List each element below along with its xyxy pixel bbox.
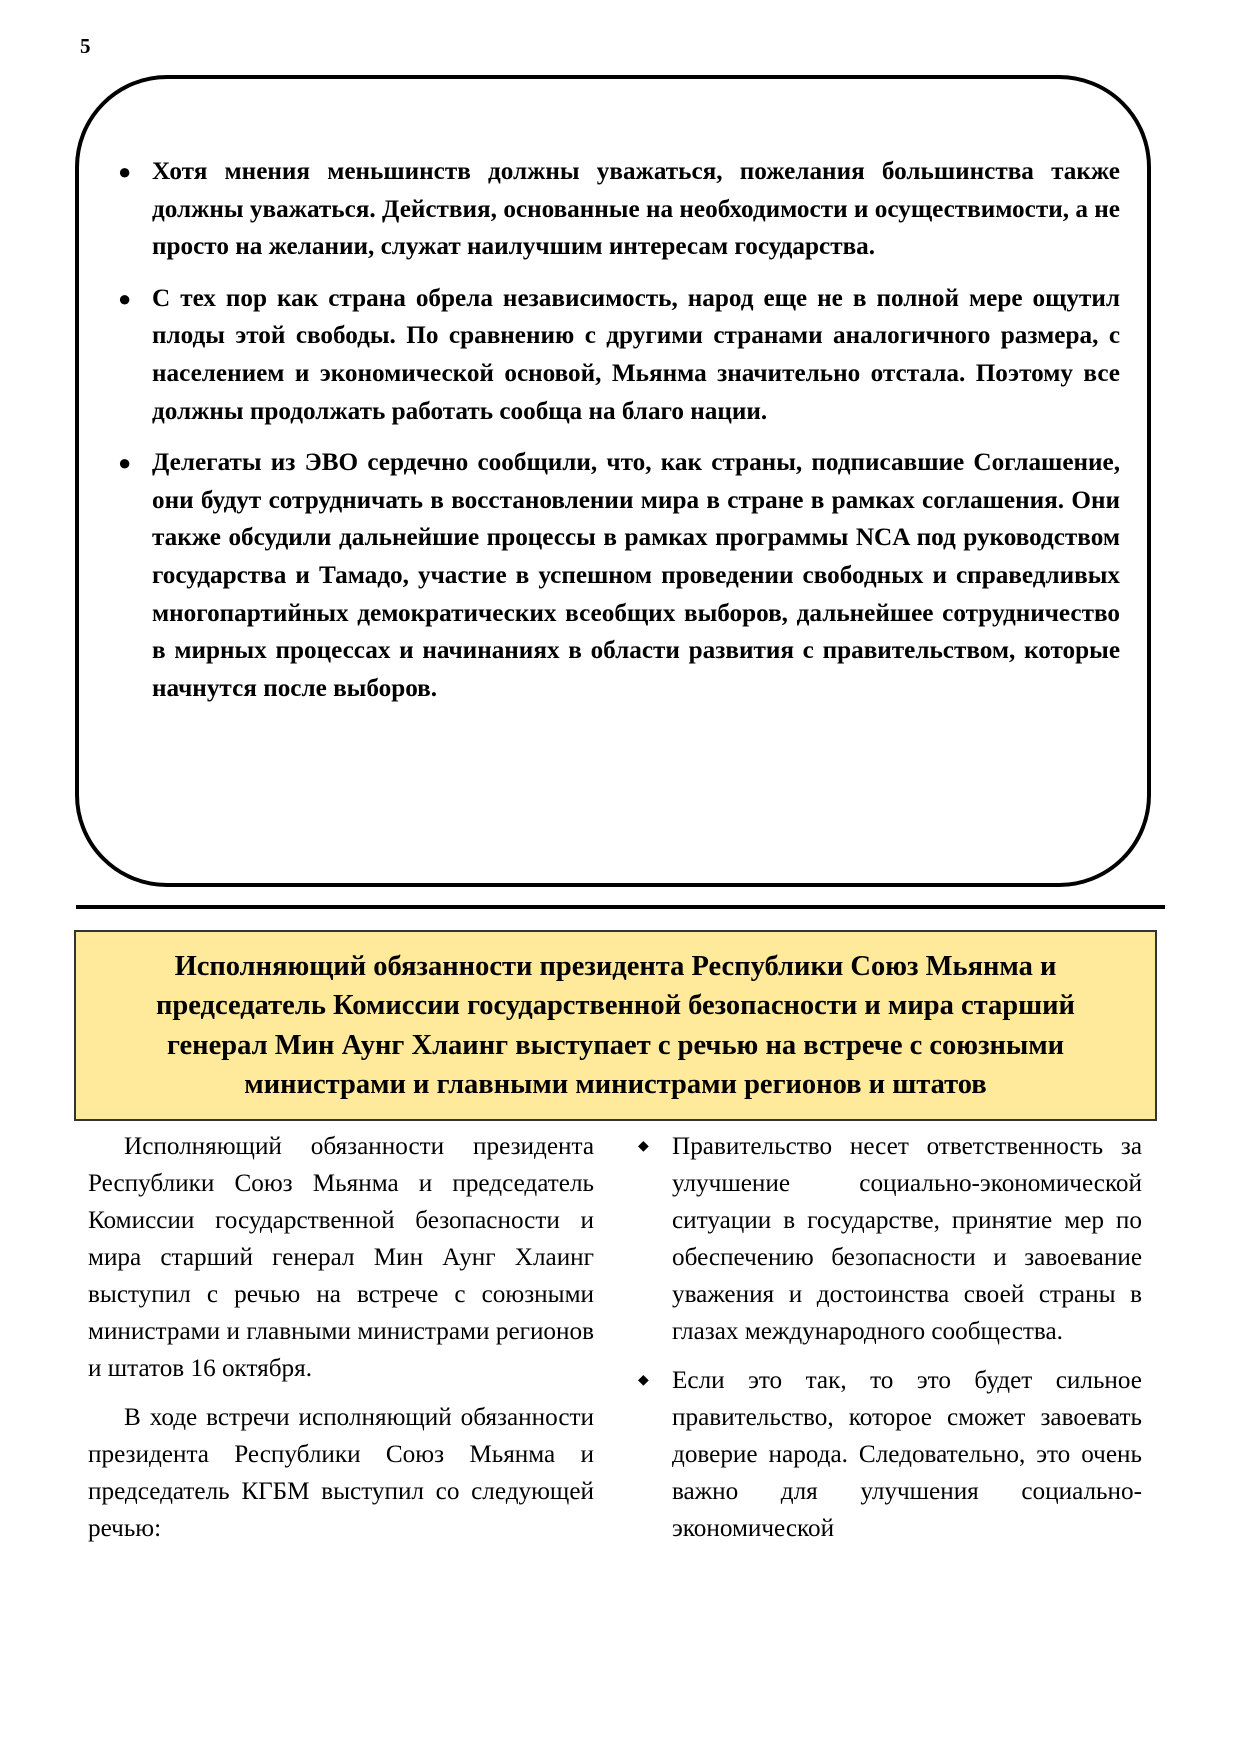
callout-bullet-text: Хотя мнения меньшинств должны уважаться, пожелания большинства также должны уважаться. Действия, основанные на необходимости и осуществимости, а не просто на желании, служат наилучшим интересам государства. <box>152 158 1120 261</box>
right-column-bullet-list <box>638 1128 1142 1559</box>
bullet-dot-icon: ● <box>118 159 132 184</box>
left-column <box>88 1128 594 1559</box>
callout-bullet-item <box>118 153 1120 266</box>
right-bullet-text: Правительство несет ответственность за улучшение социально-экономической ситуации в государстве, принятие мер по обеспечению безопасности и завоевание уважения и достоинства своей страны в глазах международного сообщества. <box>672 1133 1142 1345</box>
callout-bullet-item <box>118 280 1120 430</box>
callout-bullet-list <box>118 153 1120 721</box>
right-bullet-item <box>638 1128 1142 1350</box>
right-bullet-text: Если это так, то это будет сильное правительство, которое сможет завоевать доверие народа. Следовательно, это очень важно для улучшения социально-экономической <box>672 1367 1142 1542</box>
page-number: 5 <box>80 34 91 58</box>
body-paragraph: Исполняющий обязанности президента Республики Союз Мьянма и председатель Комиссии государственной безопасности и мира старший генерал Мин Аунг Хлаинг выступил с речью на встрече с союзными министрами и главными министрами регионов и штатов 16 октября. <box>88 1133 594 1382</box>
diamond-bullet-icon: ◆ <box>638 1139 649 1154</box>
headline-box <box>74 930 1157 1121</box>
bullet-dot-icon: ● <box>118 285 132 311</box>
body-paragraph: В ходе встречи исполняющий обязанности президента Республики Союз Мьянма и председатель КГБМ выступил со следующей речью: <box>88 1404 594 1542</box>
right-bullet-item <box>638 1362 1142 1547</box>
section-divider <box>76 905 1165 909</box>
article-headline: Исполняющий обязанности президента Республики Союз Мьянма и председатель Комиссии государственной безопасности и мира старший генерал Мин Аунг Хлаинг выступает с речью на встрече с союзными министрами и главными министрами регионов и штатов <box>156 950 1075 1100</box>
callout-bullet-text: Делегаты из ЭВО сердечно сообщили, что, как страны, подписавшие Соглашение, они будут сотрудничать в восстановлении мира в стране в рамках соглашения. Они также обсудили дальнейшие процессы в рамках программы NCA под руководством государства и Тамадо, участие в успешном проведении свободных и справедливых многопартийных демократических всеобщих выборов, дальнейшее сотрудничество в мирных процессах и начинаниях в области развития с правительством, которые начнутся после выборов. <box>152 449 1120 702</box>
callout-bullet-item <box>118 444 1120 707</box>
bullet-dot-icon: ● <box>118 450 132 476</box>
diamond-bullet-icon: ◆ <box>638 1373 649 1388</box>
callout-bullet-text: С тех пор как страна обрела независимость, народ еще не в полной мере ощутил плоды этой свободы. По сравнению с другими странами аналогичного размера, с населением и экономической основой, Мьянма значительно отстала. Поэтому все должны продолжать работать сообща на благо нации. <box>152 284 1120 425</box>
